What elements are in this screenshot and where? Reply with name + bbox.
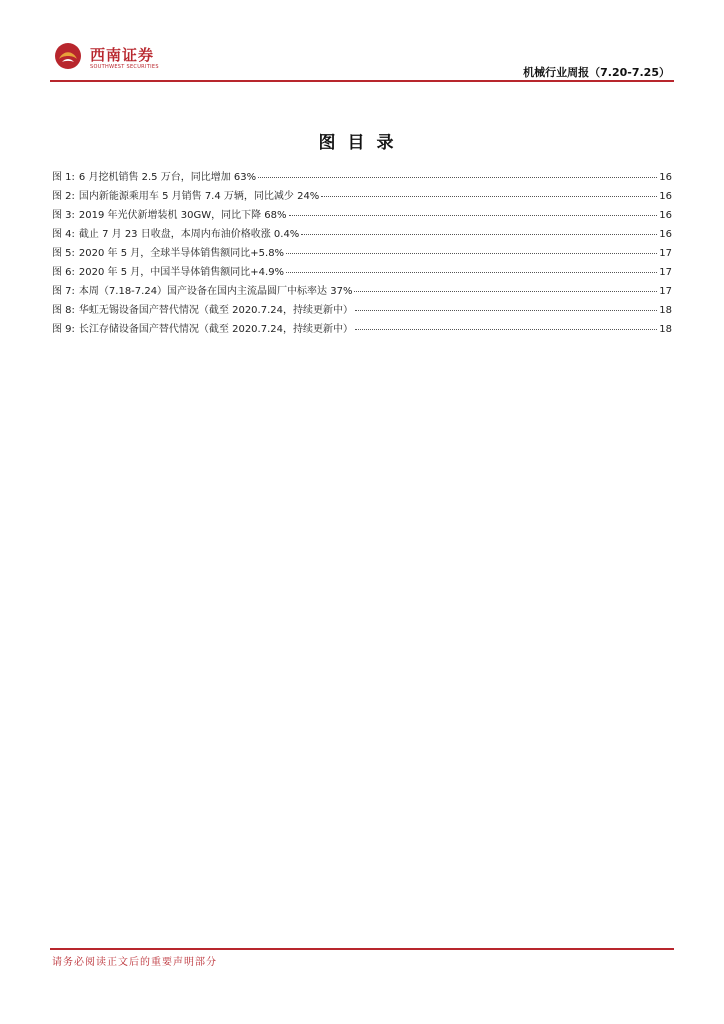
- toc-entry-label: 图 2:: [52, 191, 75, 202]
- toc-entry[interactable]: [52, 168, 672, 187]
- toc-dot-leader: [355, 310, 657, 311]
- toc-dot-leader: [321, 196, 657, 197]
- toc-entry-page: 16: [659, 229, 672, 240]
- toc-entry-label: 图 3:: [52, 210, 75, 221]
- toc-entry[interactable]: [52, 301, 672, 320]
- toc-entry-title: 2020 年 5 月，中国半导体销售额同比+4.9%: [78, 267, 285, 278]
- logo-chinese-name: 西南证券: [90, 46, 155, 64]
- toc-entry[interactable]: [52, 187, 672, 206]
- toc-entry[interactable]: [52, 206, 672, 225]
- toc-entry-page: 17: [659, 286, 672, 297]
- toc-entry-page: 18: [659, 324, 672, 335]
- toc-entry-label: 图 7:: [52, 286, 75, 297]
- toc-dot-leader: [354, 291, 657, 292]
- toc-entry-title: 2019 年光伏新增装机 30GW，同比下降 68%: [78, 210, 287, 221]
- toc-entry-title: 华虹无锡设备国产替代情况（截至 2020.7.24，持续更新中）: [78, 305, 353, 316]
- toc-dot-leader: [286, 253, 657, 254]
- southwest-securities-logo-icon: [54, 42, 82, 70]
- toc-dot-leader: [289, 215, 658, 216]
- toc-entry[interactable]: [52, 282, 672, 301]
- toc-entry-title: 2020 年 5 月，全球半导体销售额同比+5.8%: [78, 248, 285, 259]
- figure-toc-list: [52, 168, 672, 339]
- toc-entry-label: 图 9:: [52, 324, 75, 335]
- toc-entry-page: 17: [659, 248, 672, 259]
- toc-entry-title: 国内新能源乘用车 5 月销售 7.4 万辆，同比减少 24%: [78, 191, 320, 202]
- company-logo: [54, 42, 174, 74]
- toc-entry-label: 图 1:: [52, 172, 75, 183]
- page-header: [50, 38, 674, 82]
- toc-dot-leader: [301, 234, 657, 235]
- header-divider: [50, 80, 674, 82]
- toc-entry[interactable]: [52, 263, 672, 282]
- toc-entry-page: 16: [659, 172, 672, 183]
- toc-entry-page: 18: [659, 305, 672, 316]
- toc-heading: 图目录: [318, 133, 406, 153]
- logo-english-name: SOUTHWEST SECURITIES: [90, 64, 159, 70]
- toc-entry-title: 截止 7 月 23 日收盘，本周内布油价格收涨 0.4%: [78, 229, 300, 240]
- footer-divider: [50, 948, 674, 950]
- toc-entry[interactable]: [52, 320, 672, 339]
- report-title: 机械行业周报（7.20-7.25）: [523, 66, 670, 79]
- toc-entry-title: 长江存储设备国产替代情况（截至 2020.7.24，持续更新中）: [78, 324, 353, 335]
- toc-entry-label: 图 5:: [52, 248, 75, 259]
- toc-dot-leader: [286, 272, 657, 273]
- footer-disclaimer-notice: 请务必阅读正文后的重要声明部分: [52, 957, 217, 968]
- toc-entry-page: 16: [659, 191, 672, 202]
- toc-entry-page: 17: [659, 267, 672, 278]
- toc-entry-page: 16: [659, 210, 672, 221]
- toc-entry-label: 图 8:: [52, 305, 75, 316]
- toc-entry-label: 图 6:: [52, 267, 75, 278]
- toc-entry-title: 6 月挖机销售 2.5 万台，同比增加 63%: [78, 172, 257, 183]
- toc-dot-leader: [258, 177, 657, 178]
- toc-entry[interactable]: [52, 244, 672, 263]
- toc-entry-label: 图 4:: [52, 229, 75, 240]
- toc-entry[interactable]: [52, 225, 672, 244]
- toc-dot-leader: [355, 329, 657, 330]
- toc-entry-title: 本周（7.18-7.24）国产设备在国内主流晶圆厂中标率达 37%: [78, 286, 353, 297]
